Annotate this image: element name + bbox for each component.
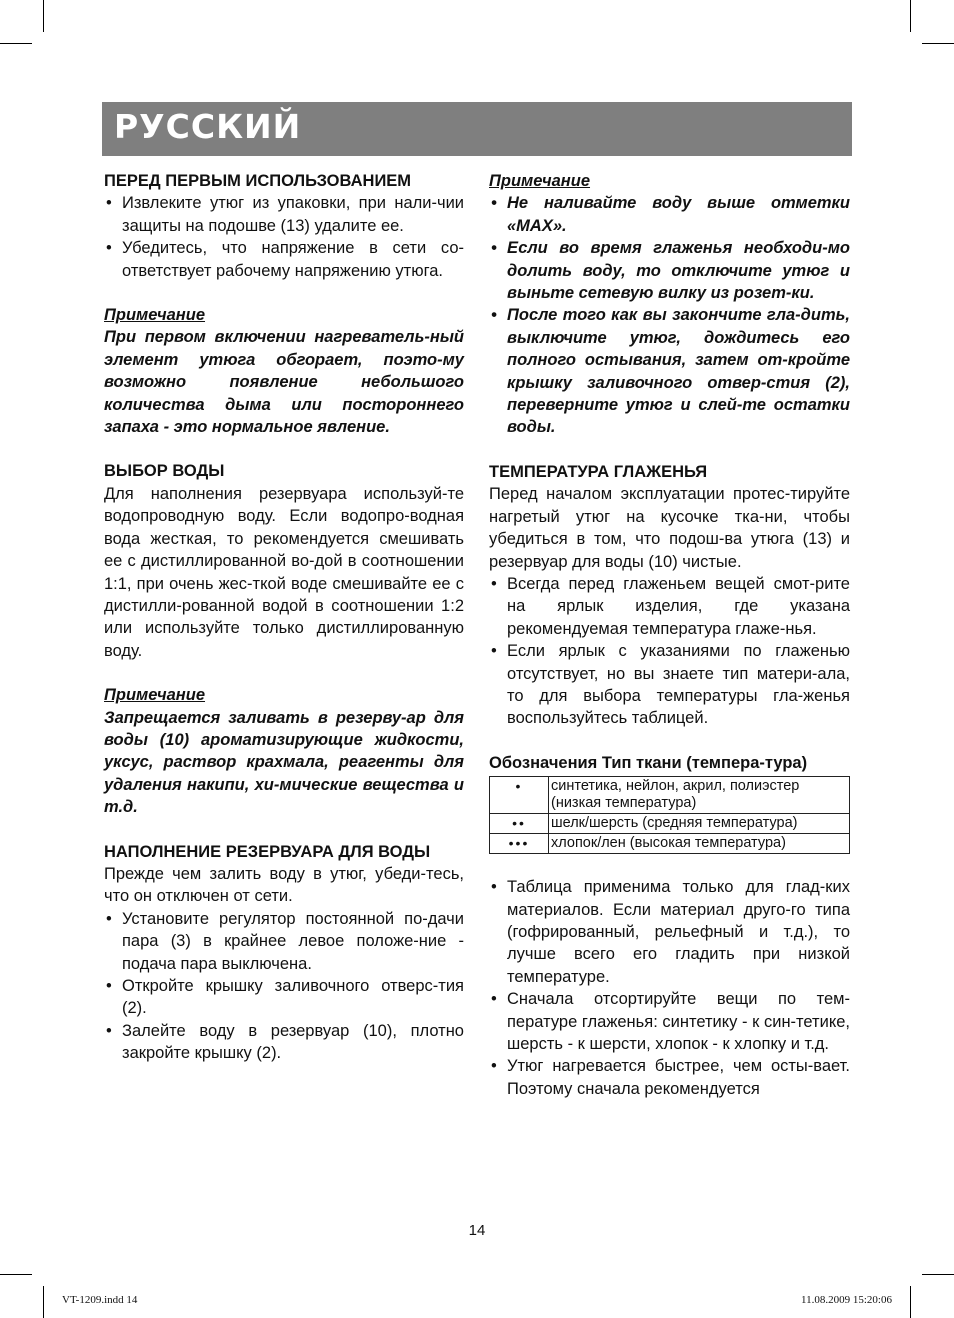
crop-mark	[910, 1286, 911, 1318]
section-title-first-use: ПЕРЕД ПЕРВЫМ ИСПОЛЬЗОВАНИЕМ	[104, 172, 412, 190]
list-item: • Сначала отсортируйте вещи по тем-пературе глаженья: синтетику - к син-тетике, шерсть - к шерсти, хлопок - к хлопку и т.д.	[489, 988, 850, 1055]
water-text: Для наполнения резервуара используй-те водопроводную воду. Если водопро-водная вода жесткая, то рекомендуется смешивать ее с дистиллированной во-дой в соотношении 1:1, при очень жес-ткой воде смешивайте ее с дистилли-рованной водой в соотношении 1:2 или используйте только дистиллированную воду.	[104, 484, 464, 660]
left-column	[104, 170, 464, 1065]
list-item: • Если ярлык с указаниями по глаженью отсутствует, но вы знаете тип матери-ала, то для выбора температуры гла-женья воспользуйтесь таблицей.	[489, 640, 850, 730]
fabric-type: шелк/шерсть (средняя температура)	[549, 814, 850, 834]
list-item: • Установите регулятор постоянной по-дачи пара (3) в крайнее левое положе-ние - подача пара выключена.	[104, 908, 464, 975]
section-title-filling: НАПОЛНЕНИЕ РЕЗЕРВУАРА ДЛЯ ВОДЫ	[104, 842, 431, 861]
filling-list	[104, 908, 464, 1065]
table-row	[490, 814, 850, 834]
note-title: Примечание	[104, 686, 206, 705]
fabric-type: синтетика, нейлон, акрил, полиэстер (низкая температура)	[549, 777, 850, 814]
table-row	[490, 834, 850, 854]
table-heading: Обозначения Тип ткани (темпера-тура)	[489, 753, 808, 772]
sorting-list	[489, 876, 850, 1100]
list-item: • Извлеките утюг из упаковки, при нали-чии защиты на подошве (13) удалите ее.	[104, 192, 464, 237]
list-item: • Утюг нагревается быстрее, чем осты-вает. Поэтому сначала рекомендуется	[489, 1055, 850, 1100]
temperature-list	[489, 573, 850, 730]
temperature-dots: •••	[490, 834, 549, 854]
first-use-list	[104, 192, 464, 282]
crop-mark	[43, 0, 44, 32]
temperature-text: Перед началом эксплуатации протес-тируйте нагретый утюг на кусочке тка-ни, чтобы убедиться в том, что подош-ва утюга (13) и резервуар для воды (10) чистые.	[489, 485, 850, 571]
note-text: Запрещается заливать в резерву-ар для воды (10) ароматизирующие жидкости, уксус, раствор крахмала, реагенты для удаления накипи, хи-мические вещества и т.д.	[104, 708, 464, 817]
list-item: • После того как вы закончите гла-дить, выключите утюг, дождитесь его полного остывания, затем от-кройте крышку заливочного отвер-стия (2), переверните утюг и слей-те остатки воды.	[489, 304, 850, 438]
print-slug-file: VT-1209.indd 14	[62, 1294, 138, 1306]
right-column	[489, 170, 850, 1100]
note-text: При первом включении нагреватель-ный элемент утюга обгорает, поэто-му возможно появление небольшого количества дыма или постороннего запаха - это нормальное явление.	[104, 328, 464, 437]
note-list	[489, 192, 850, 438]
list-item: • Всегда перед глаженьем вещей смот-рите на ярлык изделия, где указана рекомендуемая температура глаже-нья.	[489, 573, 850, 640]
fabric-table	[489, 776, 850, 854]
crop-mark	[0, 1274, 32, 1275]
crop-mark	[0, 43, 32, 44]
fabric-type: хлопок/лен (высокая температура)	[549, 834, 850, 854]
list-item: • Таблица применима только для глад-ких материалов. Если материал друго-го типа (гофрированный, рельефный и т.д.), то лучше всего его гладить при низкой температуре.	[489, 876, 850, 988]
print-slug-date: 11.08.2009 15:20:06	[801, 1294, 892, 1306]
list-item: • Откройте крышку заливочного отверс-тия (2).	[104, 975, 464, 1020]
crop-mark	[922, 43, 954, 44]
language-header	[102, 102, 852, 156]
section-title-temperature: ТЕМПЕРАТУРА ГЛАЖЕНЬЯ	[489, 462, 708, 481]
temperature-dots: •	[490, 777, 549, 814]
note-title: Примечание	[489, 172, 591, 190]
crop-mark	[910, 0, 911, 32]
crop-mark	[922, 1274, 954, 1275]
filling-text: Прежде чем залить воду в утюг, убеди-тесь, что он отключен от сети.	[104, 864, 464, 906]
note-title: Примечание	[104, 306, 206, 325]
list-item: • Залейте воду в резервуар (10), плотно закройте крышку (2).	[104, 1020, 464, 1065]
table-row	[490, 777, 850, 814]
page-number: 14	[468, 1222, 486, 1239]
temperature-dots: ••	[490, 814, 549, 834]
crop-mark	[43, 1286, 44, 1318]
section-title-water: ВЫБОР ВОДЫ	[104, 462, 225, 481]
list-item: • Не наливайте воду выше отметки «MAX».	[489, 192, 850, 237]
list-item: • Если во время глаженья необходи-мо долить воду, то отключите утюг и выньте сетевую вилку из розет-ки.	[489, 237, 850, 304]
list-item: • Убедитесь, что напряжение в сети со-ответствует рабочему напряжению утюга.	[104, 237, 464, 282]
page-title: РУССКИЙ	[114, 107, 302, 146]
